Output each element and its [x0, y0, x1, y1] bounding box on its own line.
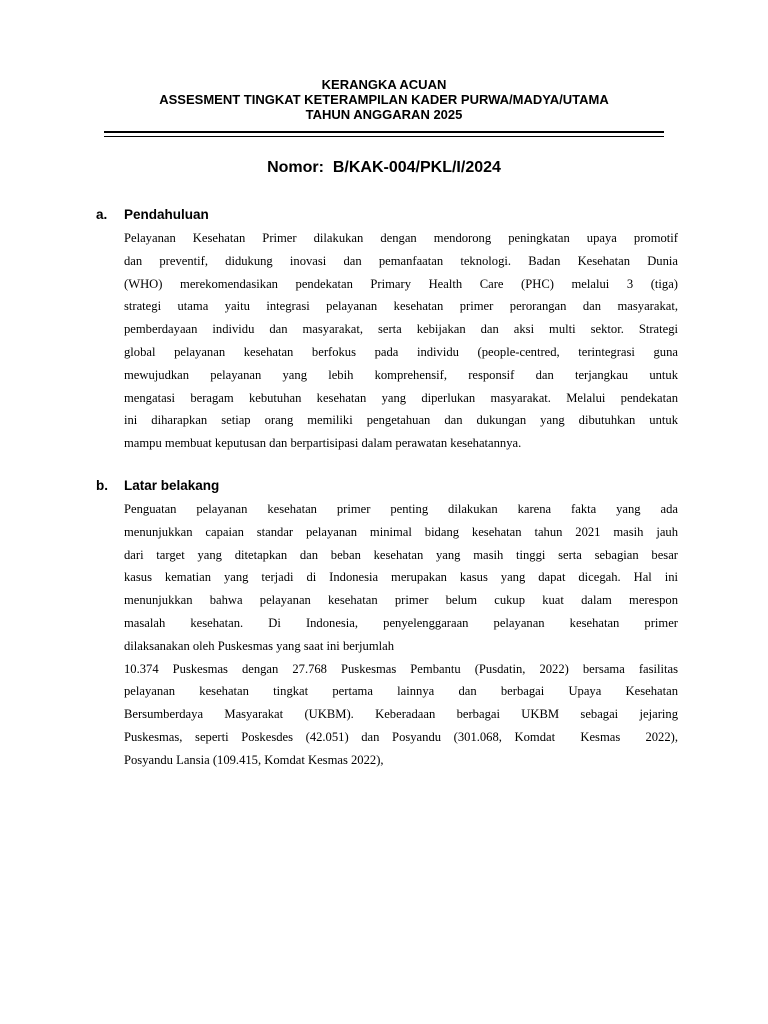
section-b-letter: b. [96, 478, 108, 493]
paragraph-line: kasus kematian yang terjadi di Indonesia merupakan kasus yang dapat dicegah. Hal ini [124, 570, 678, 585]
header-fiscal-year: TAHUN ANGGARAN 2025 [305, 107, 463, 122]
paragraph-line: masalah kesehatan. Di Indonesia, penyelenggaraan pelayanan kesehatan primer [124, 615, 678, 630]
section-a-paragraph [124, 227, 678, 455]
paragraph-line: menunjukkan bahwa pelayanan kesehatan primer belum cukup kuat dalam merespon [124, 593, 678, 608]
document-header [0, 77, 768, 122]
section-b-paragraph [124, 498, 678, 772]
section-a-title: Pendahuluan [124, 207, 209, 222]
paragraph-line: Puskesmas, seperti Poskesdes (42.051) dan Posyandu (301.068, Komdat Kesmas 2022), [124, 729, 678, 744]
paragraph-line: mampu membuat keputusan dan berpartisipasi dalam perawatan kesehatannya. [124, 436, 522, 451]
paragraph-line: Pelayanan Kesehatan Primer dilakukan dengan mendorong peningkatan upaya promotif [124, 231, 678, 245]
document-number: Nomor: B/KAK-004/PKL/I/2024 [267, 159, 501, 176]
paragraph-line: pelayanan kesehatan tingkat pertama lainnya dan berbagai Upaya Kesehatan [124, 684, 678, 699]
paragraph-line: ini diharapkan setiap orang memiliki pengetahuan dan dukungan yang dibutuhkan untuk [124, 413, 678, 428]
paragraph-line: dan preventif, didukung inovasi dan pemanfaatan teknologi. Badan Kesehatan Dunia [124, 253, 678, 268]
paragraph-line: pemberdayaan individu dan masyarakat, serta kebijakan dan aksi multi sektor. Strategi [124, 322, 678, 337]
paragraph-line: mengatasi beragam kebutuhan kesehatan yang diperlukan masyarakat. Melalui pendekatan [124, 390, 678, 405]
section-b-title: Latar belakang [124, 478, 220, 493]
header-divider-thick [104, 131, 664, 133]
paragraph-line: dilaksanakan oleh Puskesmas yang saat ini berjumlah [124, 638, 395, 653]
section-a-letter: a. [96, 207, 108, 222]
paragraph-line: Posyandu Lansia (109.415, Komdat Kesmas 2022), [124, 752, 384, 767]
paragraph-line: strategi utama yaitu integrasi pelayanan kesehatan primer perorangan dan masyarakat, [124, 299, 678, 314]
paragraph-line: (WHO) merekomendasikan pendekatan Primary Health Care (PHC) melalui 3 (tiga) [124, 276, 678, 291]
paragraph-line: menunjukkan capaian standar pelayanan minimal bidang kesehatan tahun 2021 masih jauh [124, 524, 678, 539]
header-title: KERANGKA ACUAN [321, 77, 447, 92]
paragraph-line: Bersumberdaya Masyarakat (UKBM). Keberadaan berbagai UKBM sebagai jejaring [124, 707, 678, 722]
paragraph-line: Penguatan pelayanan kesehatan primer penting dilakukan karena fakta yang ada [124, 502, 678, 516]
header-subtitle: ASSESMENT TINGKAT KETERAMPILAN KADER PURWA/MADYA/UTAMA [159, 92, 609, 107]
paragraph-line: dari target yang ditetapkan dan beban kesehatan yang masih tinggi serta sebagian besar [124, 547, 678, 562]
paragraph-line: 10.374 Puskesmas dengan 27.768 Puskesmas Pembantu (Pusdatin, 2022) bersama fasilitas [124, 661, 678, 676]
paragraph-line: mewujudkan pelayanan yang lebih komprehensif, responsif dan terjangkau untuk [124, 367, 678, 382]
paragraph-line: global pelayanan kesehatan berfokus pada individu (people-centred, terintegrasi guna [124, 344, 678, 359]
header-divider-thin [104, 136, 664, 137]
